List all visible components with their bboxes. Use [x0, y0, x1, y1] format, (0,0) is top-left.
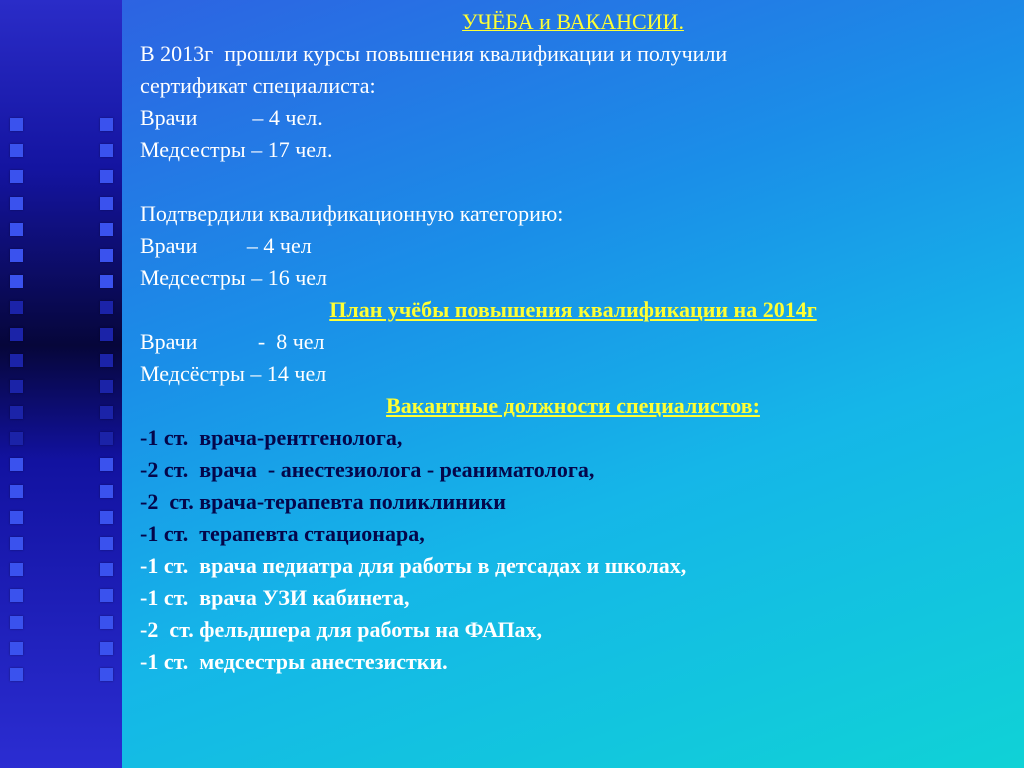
courses-text-line2: сертификат специалиста:	[140, 73, 376, 98]
slide-title: УЧЁБА и ВАКАНСИИ.	[462, 9, 684, 34]
plan-heading: План учёбы повышения квалификации на 2014г	[329, 297, 817, 322]
courses-doctors: Врачи – 4 чел.	[140, 105, 323, 130]
decorative-squares-right	[100, 118, 113, 694]
category-heading: Подтвердили квалификационную категорию:	[140, 201, 564, 226]
vacancy-item: -1 ст. врача-рентгенолога,	[140, 425, 403, 450]
vacancy-item: -1 ст. терапевта стационара,	[140, 521, 425, 546]
vacancy-item: -2 ст. фельдшера для работы на ФАПах,	[140, 617, 543, 642]
vacancy-item: -1 ст. врача педиатра для работы в детсадах и школах,	[140, 553, 687, 578]
plan-doctors: Врачи - 8 чел	[140, 329, 325, 354]
vacancies-heading: Вакантные должности специалистов:	[386, 393, 760, 418]
vacancy-item: -1 ст. медсестры анестезистки.	[140, 649, 448, 674]
vacancy-item: -2 ст. врача-терапевта поликлиники	[140, 489, 506, 514]
courses-nurses: Медсестры – 17 чел.	[140, 137, 333, 162]
category-nurses: Медсестры – 16 чел	[140, 265, 328, 290]
category-doctors: Врачи – 4 чел	[140, 233, 312, 258]
vacancy-item: -1 ст. врача УЗИ кабинета,	[140, 585, 410, 610]
vacancy-item: -2 ст. врача - анестезиолога - реаниматолога,	[140, 457, 595, 482]
plan-nurses: Медсёстры – 14 чел	[140, 361, 327, 386]
left-decorative-band	[0, 0, 122, 768]
slide-content	[122, 0, 1024, 768]
courses-text-line1: В 2013г прошли курсы повышения квалификации и получили	[140, 41, 728, 66]
decorative-squares-left	[10, 118, 23, 694]
